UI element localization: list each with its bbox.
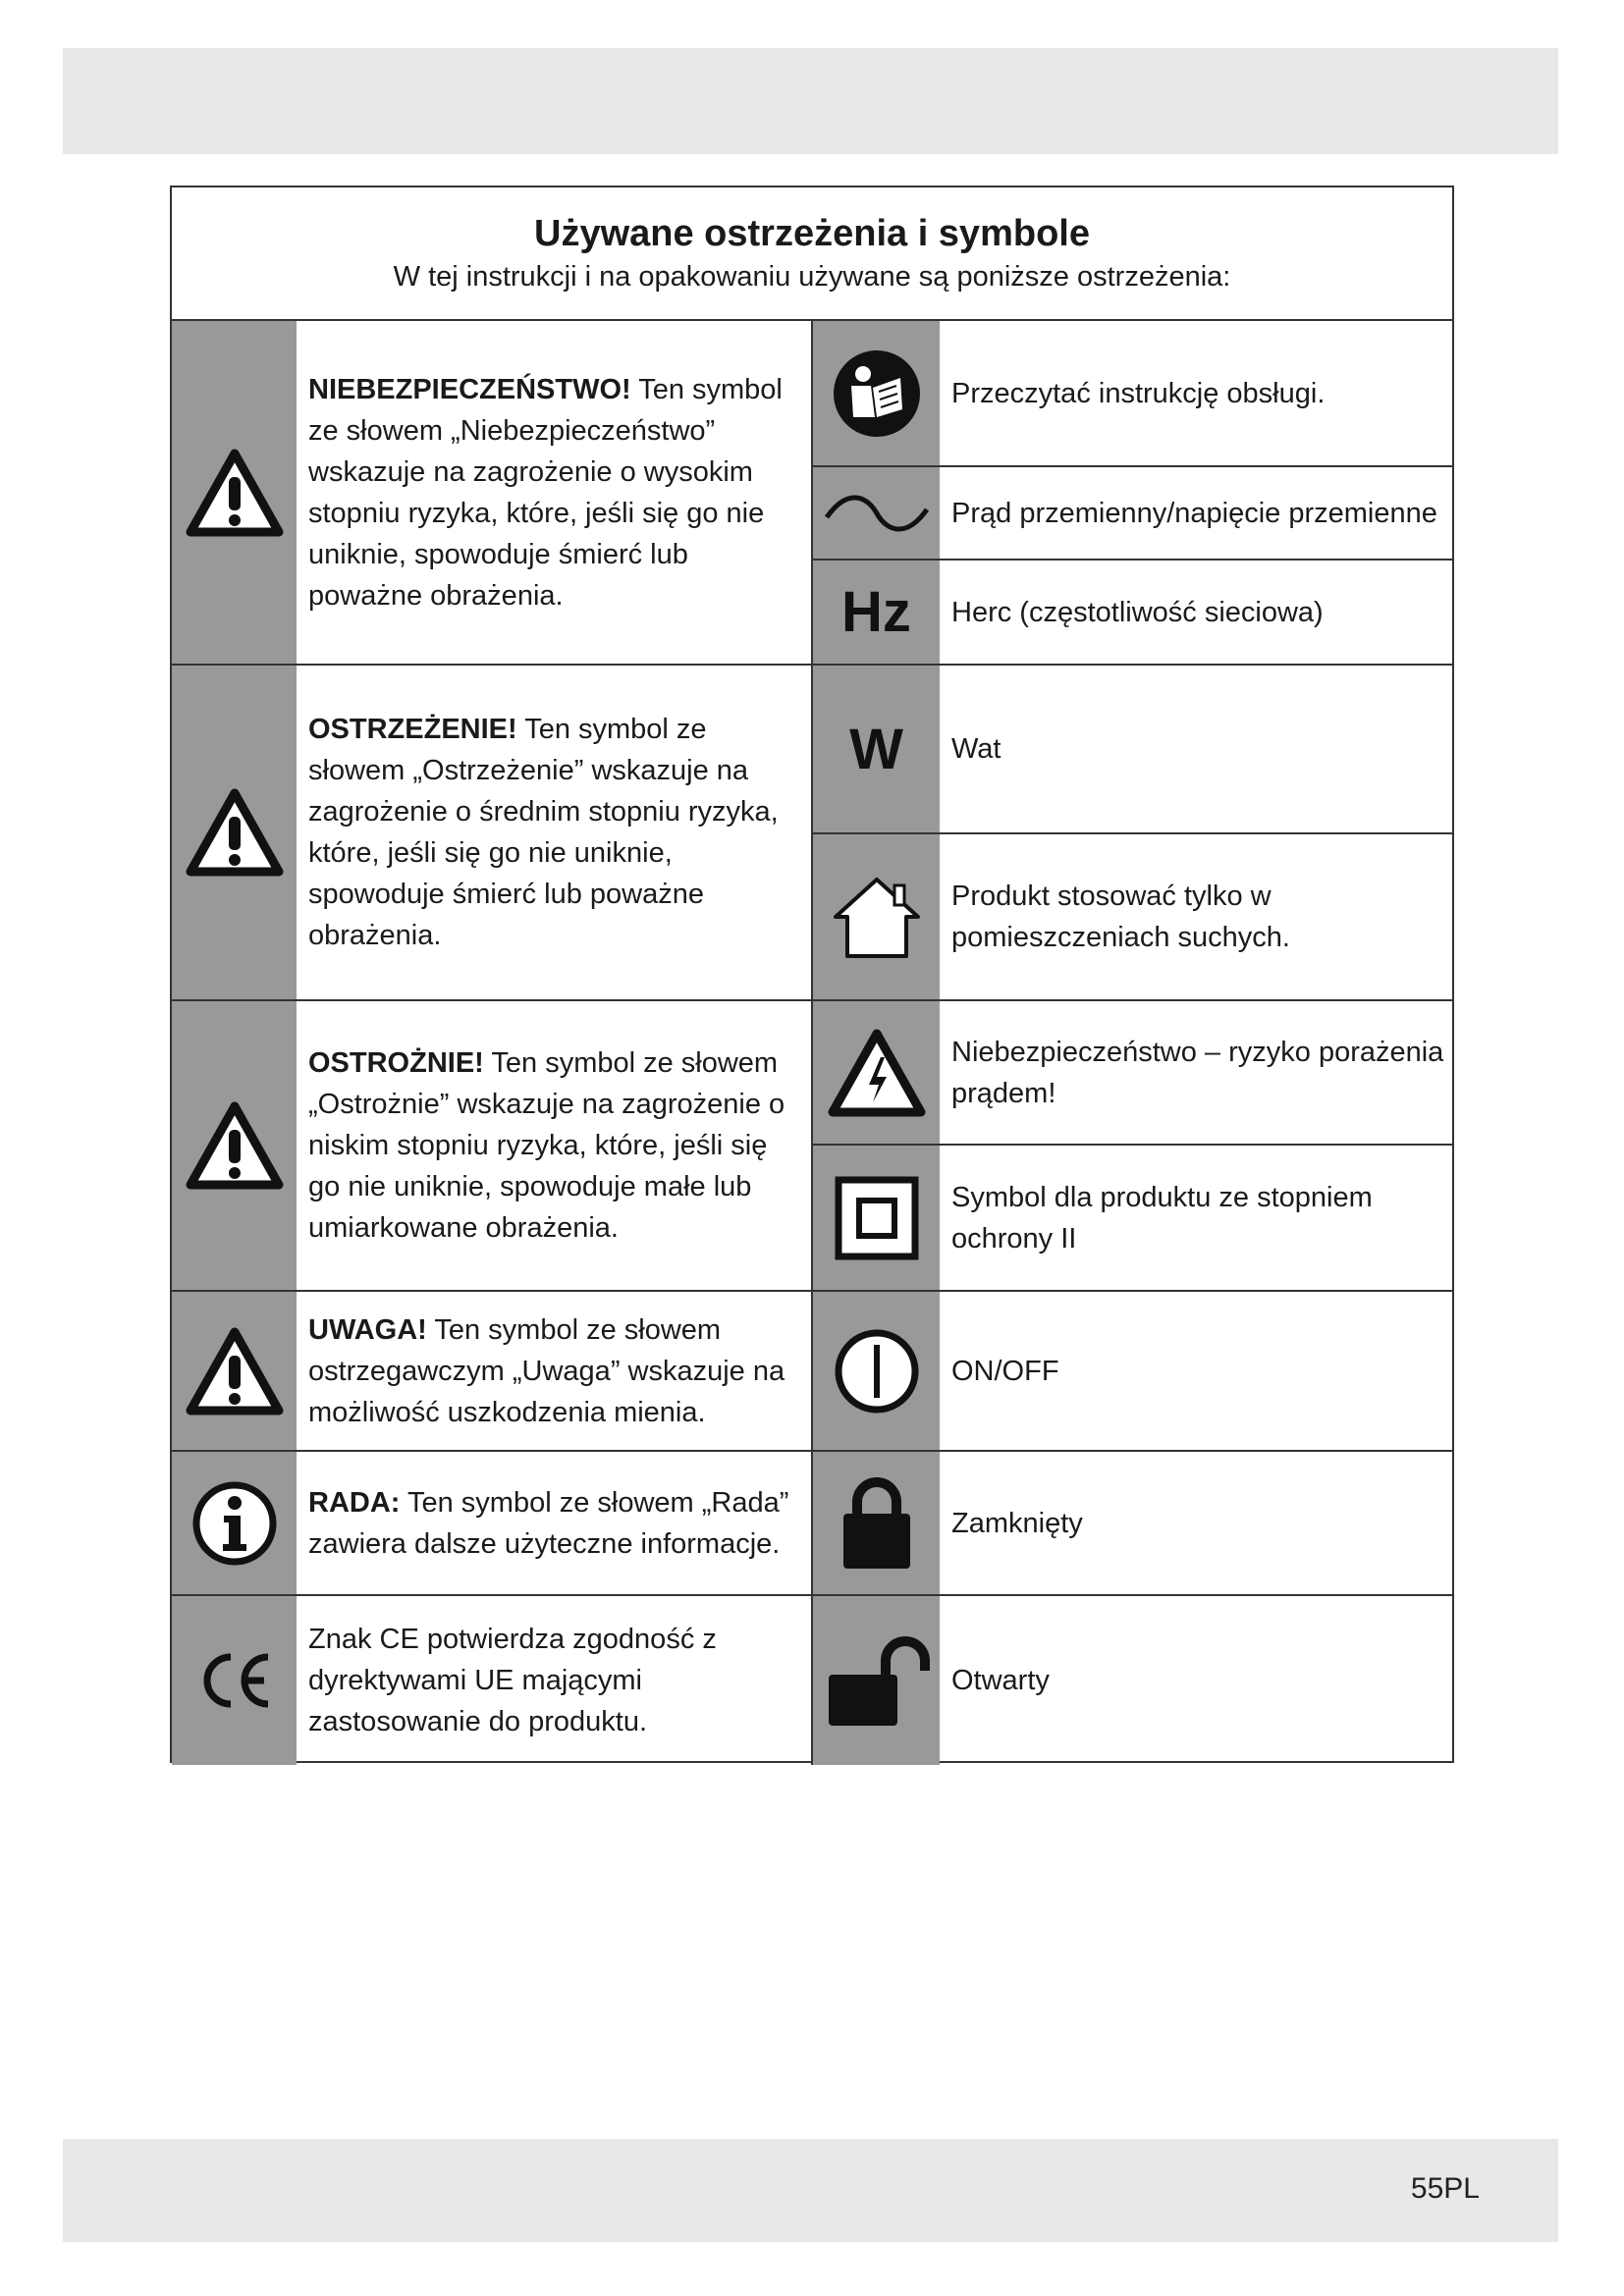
symbol-description: ON/OFF <box>951 1355 1059 1387</box>
warning-text: Ten symbol ze słowem ostrzegawczym „Uwaga” wskazuje na możliwość uszkodzenia mienia. <box>308 1313 785 1428</box>
read-manual-icon <box>813 321 940 465</box>
warning-row <box>172 1001 811 1292</box>
electric-shock-icon <box>813 1001 940 1144</box>
info-icon <box>172 1452 297 1594</box>
watt-icon <box>813 666 940 832</box>
warning-description <box>297 1596 811 1765</box>
warning-row <box>172 321 811 666</box>
page-subtitle: W tej instrukcji i na opakowaniu używane są poniższe ostrzeżenia: <box>393 261 1231 293</box>
signal-word: OSTRZEŻENIE! <box>308 714 517 745</box>
symbol-description: Prąd przemienny/napięcie przemienne <box>951 497 1437 529</box>
symbol-glyph: Hz <box>841 580 911 644</box>
warning-description <box>297 1292 811 1450</box>
warning-text: Ten symbol ze słowem „Ostrzeżenie” wskazuje na zagrożenie o średnim stopniu ryzyka, które, jeśli się go nie uniknie, spowoduje śmierć lub poważne obrażenia. <box>308 714 779 951</box>
hertz-icon <box>813 561 940 664</box>
signal-word: NIEBEZPIECZEŃSTWO! <box>308 373 631 405</box>
warning-row <box>172 1596 811 1765</box>
warning-text: Znak CE potwierdza zgodność z dyrektywami UE mającymi zastosowanie do produktu. <box>308 1624 717 1737</box>
top-bar <box>63 48 1558 154</box>
signal-word: UWAGA! <box>308 1313 427 1346</box>
warnings-column <box>172 321 813 1765</box>
warning-description <box>297 321 811 664</box>
symbols-table <box>170 186 1454 1763</box>
symbol-row <box>813 561 1454 666</box>
lock-open-icon <box>813 1596 940 1765</box>
symbol-description: Wat <box>951 733 1001 765</box>
signal-word: OSTROŻNIE! <box>308 1047 484 1079</box>
symbol-description: Herc (częstotliwość sieciowa) <box>951 596 1324 628</box>
alternating-current-icon <box>813 467 940 559</box>
symbol-row <box>813 834 1454 1001</box>
power-on-off-icon <box>813 1292 940 1450</box>
symbol-description: Zamknięty <box>951 1507 1083 1539</box>
warning-description <box>297 666 811 999</box>
warning-description <box>297 1452 811 1594</box>
warning-triangle-icon <box>172 1001 297 1290</box>
bottom-bar <box>63 2139 1558 2242</box>
symbol-row <box>813 1146 1454 1292</box>
symbol-row <box>813 1001 1454 1146</box>
symbol-row <box>813 1292 1454 1452</box>
indoor-house-icon <box>813 834 940 999</box>
warning-row <box>172 1292 811 1452</box>
warning-row <box>172 1452 811 1596</box>
symbol-row <box>813 666 1454 834</box>
table-header <box>172 187 1452 321</box>
warning-description <box>297 1001 811 1290</box>
warning-triangle-icon <box>172 1292 297 1450</box>
warning-text: Ten symbol ze słowem „Ostrożnie” wskazuje na zagrożenie o niskim stopniu ryzyka, które, jeśli się go nie uniknie, spowoduje małe lub umiarkowane obrażenia. <box>308 1047 785 1244</box>
warning-triangle-icon <box>172 666 297 999</box>
symbol-row <box>813 1452 1454 1596</box>
ce-mark-icon <box>172 1596 297 1765</box>
symbol-row <box>813 1596 1454 1765</box>
symbol-description: Produkt stosować tylko w pomieszczeniach suchych. <box>951 881 1290 953</box>
symbol-description: Przeczytać instrukcję obsługi. <box>951 377 1326 409</box>
symbol-glyph: W <box>849 717 903 781</box>
signal-word: RADA: <box>308 1486 401 1519</box>
symbol-row <box>813 467 1454 561</box>
symbol-row <box>813 321 1454 467</box>
symbol-description: Otwarty <box>951 1665 1050 1696</box>
symbols-column <box>813 321 1454 1765</box>
protection-class-2-icon <box>813 1146 940 1290</box>
page-number: 55PL <box>1410 2172 1480 2205</box>
lock-closed-icon <box>813 1452 940 1594</box>
warning-text: Ten symbol ze słowem „Niebezpieczeństwo” wskazuje na zagrożenie o wysokim stopniu ryzyka, które, jeśli się go nie uniknie, spowoduje śmierć lub poważne obrażenia. <box>308 373 783 612</box>
symbol-description: Symbol dla produktu ze stopniem ochrony II <box>951 1181 1373 1255</box>
symbol-description: Niebezpieczeństwo – ryzyko porażenia prądem! <box>951 1036 1444 1109</box>
page-title: Używane ostrzeżenia i symbole <box>534 213 1090 254</box>
warning-row <box>172 666 811 1001</box>
warning-text: Ten symbol ze słowem „Rada” zawiera dalsze użyteczne informacje. <box>308 1486 789 1560</box>
warning-triangle-icon <box>172 321 297 664</box>
